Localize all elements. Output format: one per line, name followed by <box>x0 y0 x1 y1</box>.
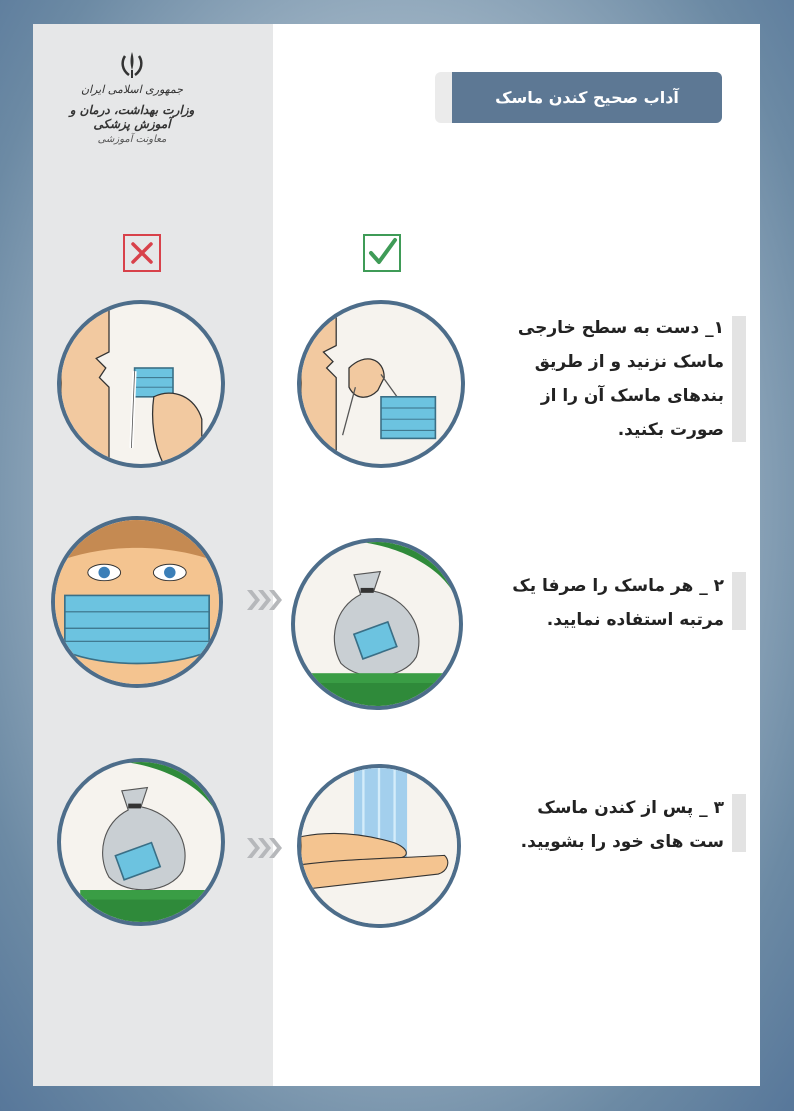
step-2-bar <box>732 572 746 630</box>
step-1-text <box>518 311 724 447</box>
wrong-wearing-mask-illustration <box>51 516 223 688</box>
step-1-line-1: ۱_ دست به سطح خارجی <box>517 318 724 338</box>
step-3-line-2: ست های خود را بشویید. <box>520 832 724 852</box>
logo-line-department: معاونت آموزشی <box>97 134 167 145</box>
step-1-line-2: ماسک نزنید و از طریق <box>534 352 724 372</box>
step-2-line-2: مرتبه استفاده نمایید. <box>546 610 724 630</box>
right-disposing-mask-illustration <box>291 538 463 710</box>
step-1-line-4: صورت بکنید. <box>617 420 724 440</box>
wrong-bagged-mask-illustration <box>57 758 225 926</box>
step-3-bar <box>732 794 746 852</box>
logo-line-country: جمهوری اسلامی ایران <box>80 83 184 96</box>
ministry-logo <box>57 50 207 180</box>
step-3-text <box>521 791 724 859</box>
title-box <box>435 72 722 123</box>
step-1-line-3: بندهای ماسک آن را از <box>540 386 724 406</box>
step-2-text <box>512 569 724 637</box>
right-washing-hands-illustration <box>297 764 461 928</box>
right-removing-by-straps-illustration <box>297 300 465 468</box>
step-3-line-1: ۳ _ پس از کندن ماسک <box>537 798 724 818</box>
cross-icon <box>125 236 159 270</box>
step-2-line-1: ۲ _ هر ماسک را صرفا یک <box>512 576 724 596</box>
arrow-chevrons-icon <box>245 836 285 860</box>
page-title: آداب صحیح کندن ماسک <box>452 72 722 123</box>
right-mark <box>363 234 401 272</box>
poster-page <box>33 24 760 1086</box>
step-1-bar <box>732 316 746 442</box>
arrow-chevrons-icon <box>245 588 285 612</box>
emblem-icon <box>117 50 147 80</box>
wrong-mark <box>123 234 161 272</box>
wrong-touching-mask-illustration <box>57 300 225 468</box>
logo-line-ministry: وزارت بهداشت، درمان و آموزش پزشکی <box>69 103 195 131</box>
check-icon <box>365 236 399 270</box>
